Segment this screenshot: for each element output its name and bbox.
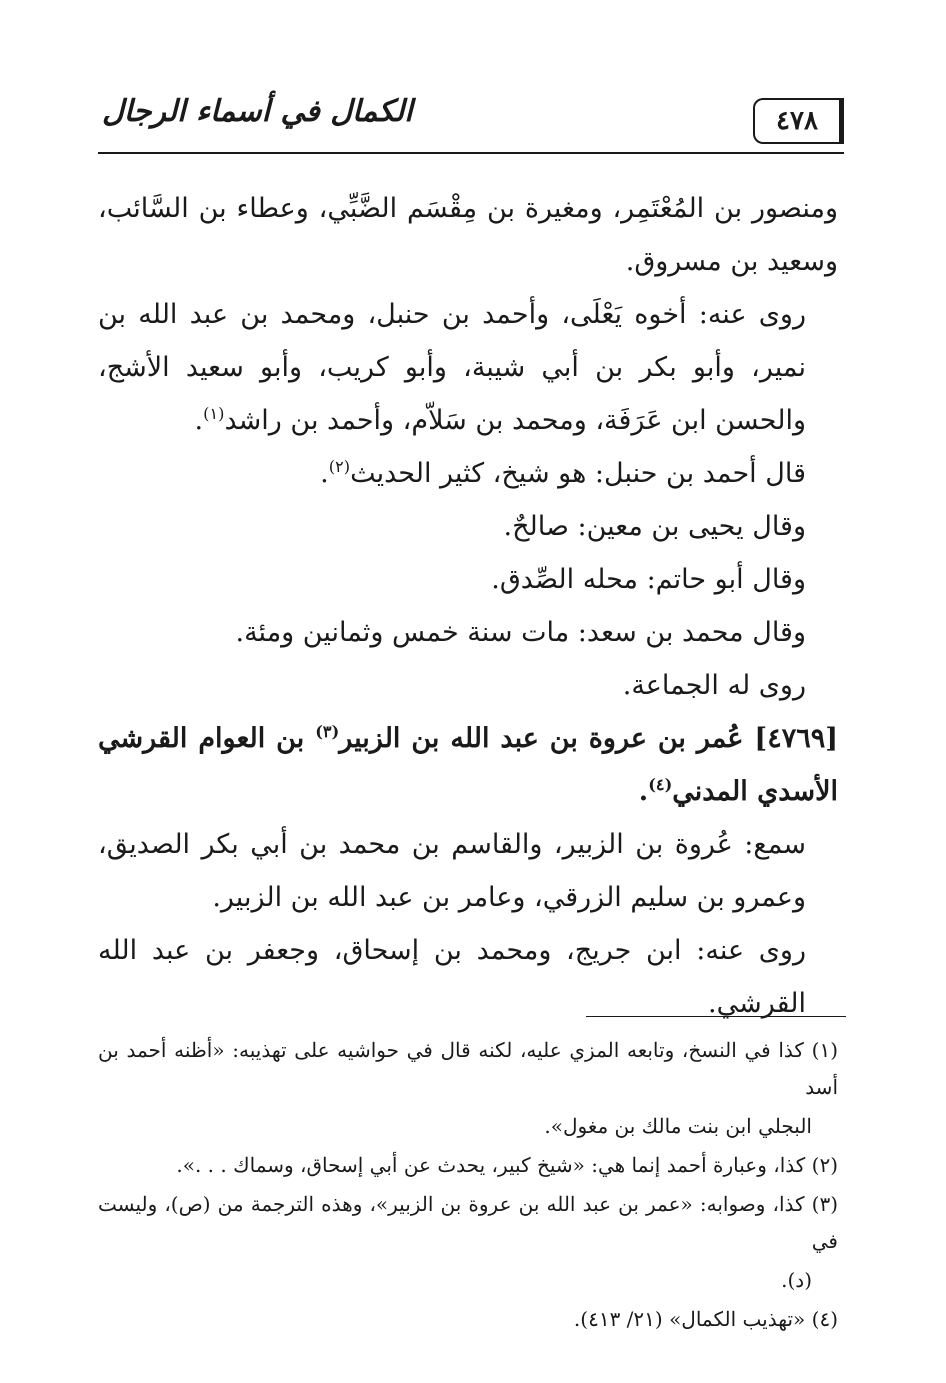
- footnote-ref-3[interactable]: (٣): [315, 722, 340, 741]
- paragraph-ibn-saad: وقال محمد بن سعد: مات سنة خمس وثمانين ومئة.: [235, 617, 806, 648]
- running-title: الكمال في أسماء الرجال: [102, 94, 413, 129]
- page-header: [98, 92, 844, 154]
- footnote-1: (١) كذا في النسخ، وتابعه المزي عليه، لكنه قال في حواشيه على تهذيبه: «أظنه أحمد بن أسد: [98, 1038, 838, 1099]
- footnote-ref-1[interactable]: (١): [203, 404, 225, 423]
- paragraph-abu-hatim: وقال أبو حاتم: محله الصِّدق.: [491, 564, 806, 595]
- footnote-separator: [586, 1016, 846, 1017]
- paragraph-ahmad-quote: قال أحمد بن حنبل: هو شيخ، كثير الحديث$^{(٢)}$.: [320, 457, 806, 489]
- footnote-2: (٢) كذا، وعبارة أحمد إنما هي: «شيخ كبير، يحدث عن أبي إسحاق، وسماك . . .».: [176, 1153, 838, 1177]
- entry-heading-text-a: [٤٧٦٩] عُمر بن عروة بن عبد الله بن الزبير: [339, 723, 838, 754]
- paragraph-heard-from: سمع: عُروة بن الزبير، والقاسم بن محمد بن أبي بكر الصديق، وعمرو بن سليم الزرقي، وعامر بن عبد الله بن الزبير.: [98, 829, 806, 913]
- footnote-1-continued: البجلي ابن بنت مالك بن مغول».: [544, 1114, 812, 1138]
- paragraph-narrators-2: روى عنه: ابن جريج، ومحمد بن إسحاق، وجعفر بن عبد الله القرشي.: [98, 935, 806, 1019]
- entry-heading-text-b: بن العوام القرشي الأسدي المدني: [98, 723, 838, 807]
- footnote-3-continued: (د).: [781, 1268, 812, 1292]
- page-number: ٤٧٨: [753, 98, 844, 144]
- paragraph-text: روى عنه: أخوه يَعْلَى، وأحمد بن حنبل، ومحمد بن عبد الله بن نمير، وأبو بكر بن أبي شيبة، وأبو كريب، وأبو سعيد الأشج، والحسن ابن عَرَفَة، ومحمد بن سَلاّم، وأحمد بن راشد: [98, 299, 806, 436]
- footnote-ref-4[interactable]: (٤): [648, 775, 673, 794]
- footnotes: [98, 1032, 838, 1340]
- entry-heading: [٤٧٦٩] عُمر بن عروة بن عبد الله بن الزبير$^{(٣)}$ بن العوام القرشي الأسدي المدني$^{(٤)}$.: [98, 722, 838, 807]
- header-rule: [98, 152, 844, 154]
- paragraph-teachers-continued: ومنصور بن المُعْتَمِر، ومغيرة بن مِقْسَم الضَّبِّي، وعطاء بن السَّائب، وسعيد بن مسروق.: [98, 193, 838, 277]
- paragraph-narrated-by: روى له الجماعة.: [622, 670, 806, 701]
- paragraph-text: قال أحمد بن حنبل: هو شيخ، كثير الحديث: [350, 458, 806, 489]
- footnote-4: (٤) «تهذيب الكمال» (٢١/ ٤١٣).: [573, 1307, 838, 1331]
- footnote-3: (٣) كذا، وصوابه: «عمر بن عبد الله بن عروة بن الزبير»، وهذه الترجمة من (ص)، وليست في: [98, 1192, 839, 1253]
- main-text: [98, 182, 838, 1030]
- footnote-ref-2[interactable]: (٢): [328, 457, 351, 476]
- paragraph-narrators: روى عنه: أخوه يَعْلَى، وأحمد بن حنبل، ومحمد بن عبد الله بن نمير، وأبو بكر بن أبي شيبة، وأبو كريب، وأبو سعيد الأشج، والحسن ابن عَرَفَة، ومحمد بن سَلاّم، وأحمد بن راشد$^{(١)}$.: [98, 299, 806, 436]
- paragraph-ibn-main: وقال يحيى بن معين: صالحٌ.: [503, 511, 806, 542]
